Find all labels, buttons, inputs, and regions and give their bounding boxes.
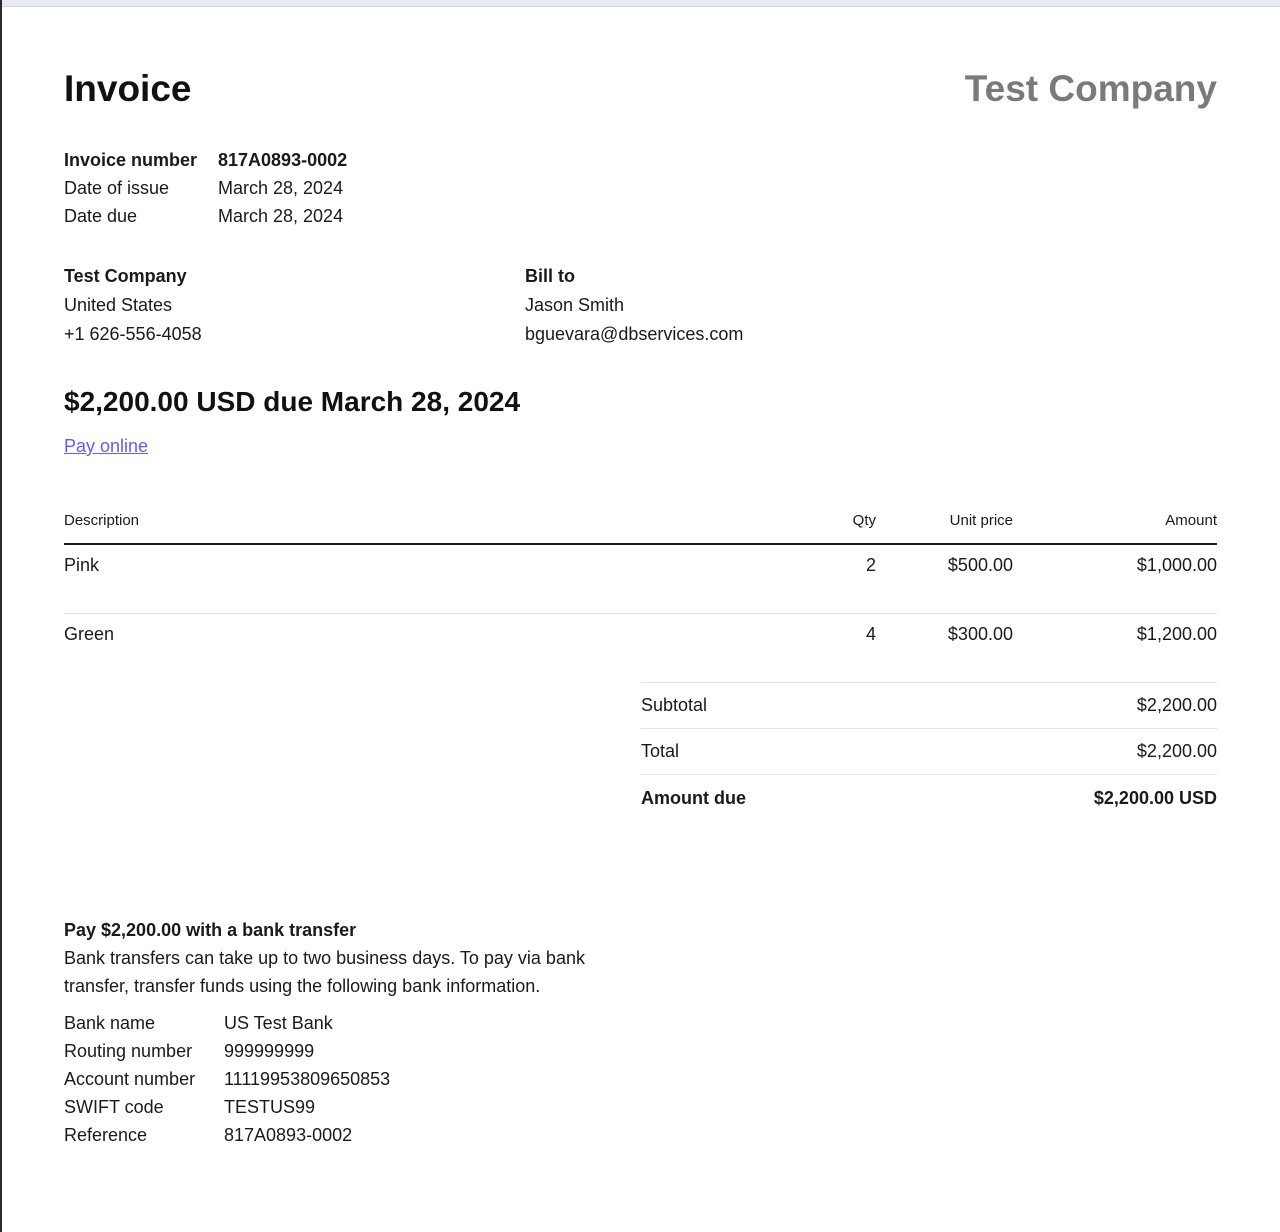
from-company-name: Test Company — [64, 266, 187, 286]
bank-transfer-heading: Pay $2,200.00 with a bank transfer — [64, 920, 357, 940]
bank-detail-row — [64, 1065, 624, 1093]
item-description: Pink — [64, 555, 100, 575]
bank-detail-label: Account number — [64, 1069, 196, 1089]
bank-detail-label: Bank name — [64, 1013, 156, 1033]
bank-detail-row — [64, 1121, 624, 1149]
company-name-header: Test Company — [964, 68, 1217, 109]
from-address — [64, 262, 525, 349]
item-unit-price: $300.00 — [876, 614, 1013, 683]
bank-detail-label: SWIFT code — [64, 1097, 164, 1117]
bank-detail-value: 11119953809650853 — [224, 1069, 391, 1089]
table-header-row — [64, 512, 1217, 544]
meta-value: March 28, 2024 — [218, 178, 344, 198]
table-row — [64, 614, 1217, 683]
item-qty: 2 — [865, 555, 876, 575]
column-header-qty: Qty — [824, 512, 876, 544]
subtotal-label: Subtotal — [641, 695, 708, 715]
column-header-amount: Amount — [1013, 512, 1217, 544]
subtotal-row — [641, 682, 1217, 728]
amount-due-label: Amount due — [641, 787, 746, 808]
bank-detail-label: Routing number — [64, 1041, 193, 1061]
line-items-table — [64, 512, 1217, 682]
amount-due-row — [641, 774, 1217, 821]
totals-block — [641, 682, 1217, 821]
window-left-edge — [0, 0, 2, 1232]
item-unit-price: $500.00 — [947, 555, 1013, 575]
meta-label: Date due — [64, 206, 138, 226]
item-amount: $1,200.00 — [1013, 614, 1217, 683]
bank-detail-value: US Test Bank — [224, 1013, 333, 1033]
address-block — [64, 262, 1217, 349]
bank-transfer-text: Bank transfers can take up to two business days. To pay via bank transfer, transfer funds using the following bank information. — [64, 948, 585, 996]
item-amount: $1,000.00 — [1136, 555, 1217, 575]
bill-to-name: Jason Smith — [525, 295, 625, 315]
meta-value: 817A0893-0002 — [218, 150, 348, 170]
invoice-page — [64, 60, 1217, 1149]
item-description: Green — [64, 614, 824, 683]
bank-detail-value: TESTUS99 — [224, 1097, 316, 1117]
page-title: Invoice — [64, 68, 192, 109]
from-phone: +1 626-556-4058 — [64, 324, 202, 344]
bank-detail-row — [64, 1037, 624, 1065]
from-country: United States — [64, 295, 173, 315]
total-value: $2,200.00 — [1136, 741, 1217, 761]
meta-label: Date of issue — [64, 178, 170, 198]
meta-row-date-of-issue — [64, 174, 1217, 202]
total-label: Total — [641, 741, 680, 761]
window-top-strip — [0, 0, 1280, 7]
total-row — [641, 728, 1217, 774]
item-qty: 4 — [824, 614, 876, 683]
bank-transfer-section — [64, 916, 624, 1149]
bank-detail-row — [64, 1093, 624, 1121]
bank-detail-value: 999999999 — [224, 1041, 315, 1061]
meta-row-date-due — [64, 202, 1217, 230]
subtotal-value: $2,200.00 — [1136, 695, 1217, 715]
table-row — [64, 544, 1217, 614]
pay-online-link[interactable]: Pay online — [64, 436, 149, 456]
column-header-unit-price: Unit price — [876, 512, 1013, 544]
bill-to-email: bguevara@dbservices.com — [525, 324, 744, 344]
amount-due-value: $2,200.00 USD — [1093, 787, 1217, 808]
bank-detail-label: Reference — [64, 1125, 148, 1145]
bill-to-heading: Bill to — [525, 266, 575, 286]
amount-due-headline: $2,200.00 USD due March 28, 2024 — [64, 386, 521, 417]
bill-to-address — [525, 262, 925, 349]
bank-detail-row — [64, 1009, 624, 1037]
meta-row-invoice-number — [64, 146, 1217, 174]
invoice-header — [64, 60, 1217, 120]
invoice-meta — [64, 146, 1217, 230]
bank-details — [64, 1009, 624, 1149]
meta-value: March 28, 2024 — [218, 206, 344, 226]
bank-detail-value: 817A0893-0002 — [224, 1125, 353, 1145]
column-header-description: Description — [64, 512, 824, 544]
meta-label: Invoice number — [64, 150, 198, 170]
